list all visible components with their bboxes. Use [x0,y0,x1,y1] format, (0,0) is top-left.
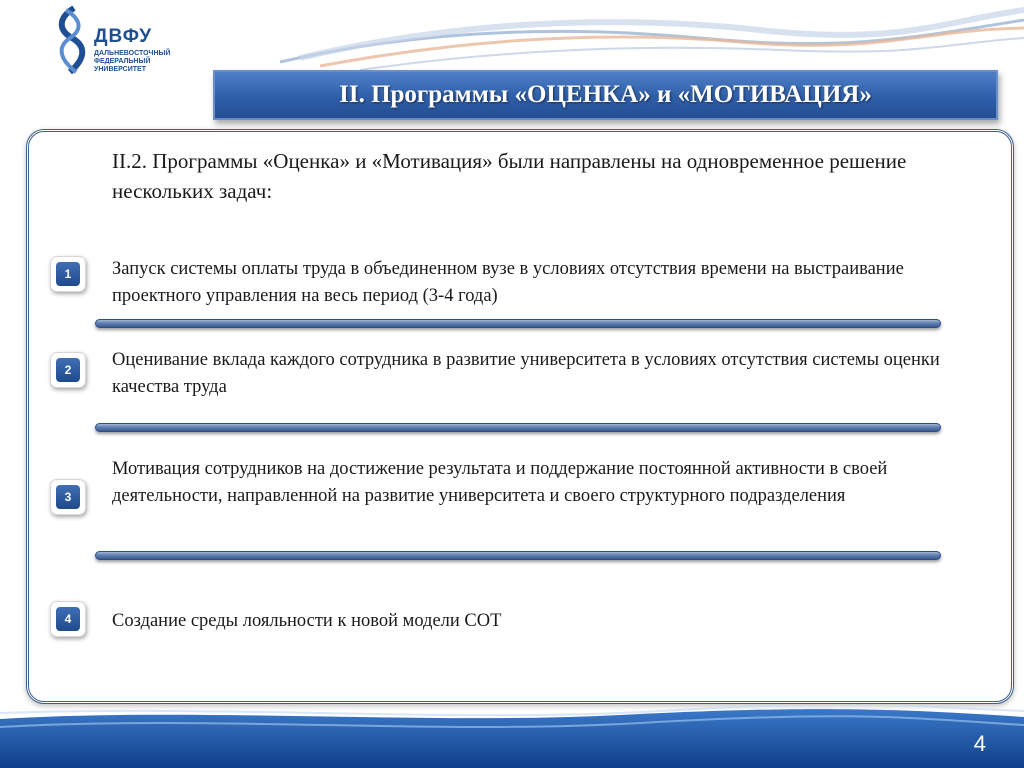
task-number-badge [50,479,86,515]
task-number: 3 [56,485,80,509]
task-number: 2 [56,358,80,382]
task-number-badge [50,256,86,292]
page-number: 4 [973,731,986,756]
task-number-badge [50,601,86,637]
dna-helix-icon [52,6,92,76]
university-logo [52,6,172,76]
intro-text: II.2. Программы «Оценка» и «Мотивация» были направлены на одновременное решение нескольких задач: [112,149,907,203]
logo-subtitle-line: УНИВЕРСИТЕТ [94,66,146,73]
task-text: Мотивация сотрудников на достижение результата и поддержание постоянной активности в своей деятельности, направленной на развитие университета и своего структурного подразделения [112,459,888,506]
task-divider [95,423,941,432]
task-text: Запуск системы оплаты труда в объединенном вузе в условиях отсутствия времени на выстраивание проектного управления на весь период (3-4 года) [112,259,904,306]
task-divider [95,551,941,560]
slide-title-bar [213,70,998,120]
task-text: Оценивание вклада каждого сотрудника в развитие университета в условиях отсутствия системы оценки качества труда [112,350,940,397]
footer-wave-decoration [0,705,1024,768]
logo-subtitle-line: ФЕДЕРАЛЬНЫЙ [94,58,151,65]
logo-subtitle-line: ДАЛЬНЕВОСТОЧНЫЙ [94,50,171,57]
task-number-badge [50,352,86,388]
slide-title: II. Программы «ОЦЕНКА» и «МОТИВАЦИЯ» [339,81,872,108]
task-divider [95,319,941,328]
task-number: 4 [56,607,80,631]
logo-subtitle [94,50,184,74]
logo-name: ДВФУ [94,26,153,47]
task-number: 1 [56,262,80,286]
task-text: Создание среды лояльности к новой модели СОТ [112,611,502,631]
